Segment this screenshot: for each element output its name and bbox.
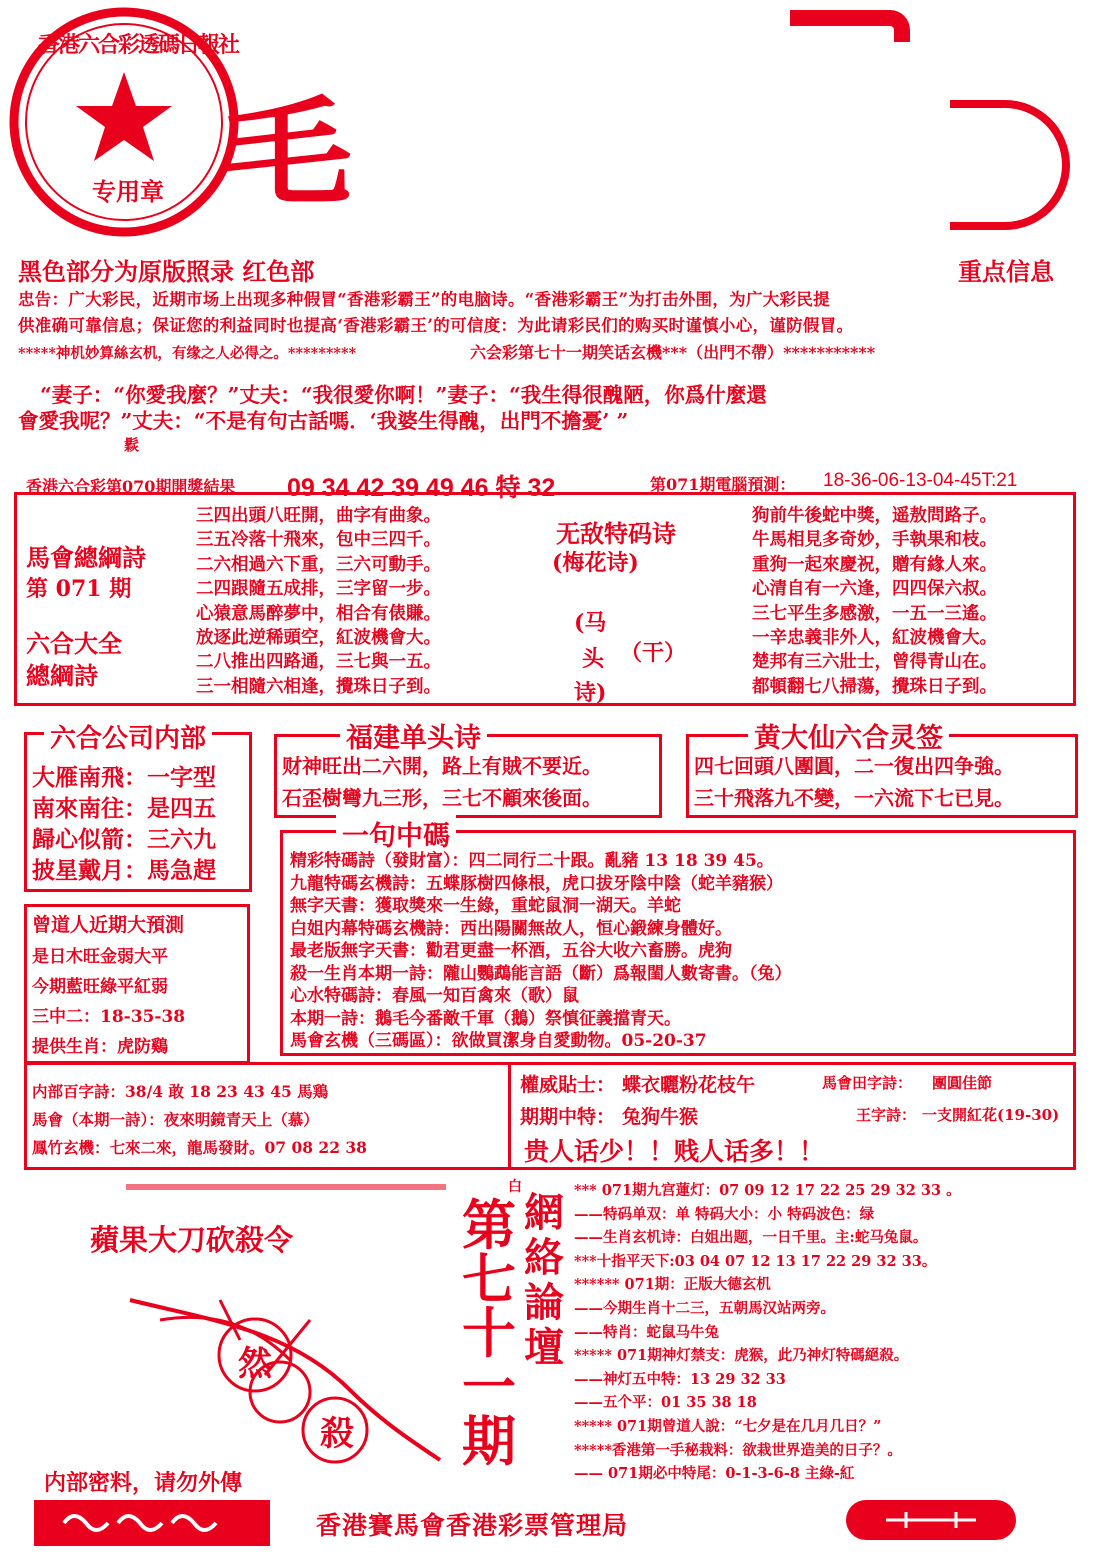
stray-mark: 鬏 <box>124 436 140 454</box>
daoren-line: 今期藍旺綠平紅弱 <box>32 977 168 997</box>
results-prediction: 18-36-06-13-04-45T:21 <box>823 470 1018 491</box>
masthead-top-mark <box>790 10 910 42</box>
authority-text: 蝶衣曬粉花枝午 <box>622 1074 756 1096</box>
poem-col1 <box>196 504 441 699</box>
footer-right-ornament <box>846 1500 1016 1540</box>
poem-col2 <box>752 504 997 699</box>
forum-vertical-right: 網絡論壇 <box>524 1189 564 1371</box>
fujian-box-title: 福建单头诗 <box>340 716 487 755</box>
knife-text2: 殺 <box>320 1414 354 1454</box>
results-numbers: 09 34 42 39 49 46 特 32 <box>287 474 556 502</box>
phrase-line: 馬會玄機（三碼區）：欲做買潔身自愛動物。05-20-37 <box>290 1031 707 1051</box>
field-label: 馬會田字詩： <box>822 1074 913 1092</box>
phrase-line: 無字天書：獲取獎來一生綠，重蛇鼠洞一湖天。羊蛇 <box>290 896 681 916</box>
poem-col1-line: 心猿意馬醉夢中，相合有俵賺。 <box>196 603 441 624</box>
forum-lines <box>574 1179 961 1486</box>
daoren-line: 是日木旺金弱大平 <box>32 947 168 967</box>
internal-line: 内部百字詩：38/4 敢 18 23 43 45 馬鶏 <box>32 1082 329 1101</box>
forum-vertical-left: 第七十一期 <box>462 1193 516 1473</box>
poem-col1-line: 三一相隨六相逢，攪珠日子到。 <box>196 676 441 697</box>
king-label: 王字詩： <box>856 1106 917 1124</box>
footer-center-text: 香港賽馬會香港彩票管理局 <box>316 1511 629 1540</box>
wong-line: 四七回頭八團圓，二一復出四争強。 <box>694 754 1014 778</box>
forum-line: ——特码单双：单 特码大小：小 特码波色：绿 <box>574 1205 875 1223</box>
internal-line: 鳳竹玄機：七來二來，龍馬發財。07 08 22 38 <box>32 1138 367 1157</box>
forum-line: ****** 071期：正版大德玄机 <box>574 1276 771 1294</box>
fujian-box-lines <box>282 750 602 814</box>
poem-col2-line: 心清自有一六逢，四四保六叔。 <box>752 579 997 600</box>
internal-divider <box>508 1062 511 1170</box>
poem-col1-line: 放逐此逆稀頭空，紅波機會大。 <box>196 628 441 649</box>
fujian-line: 财神旺出二六開，路上有賊不要近。 <box>282 754 602 778</box>
poem-mid-vertical2: 头 <box>582 646 605 672</box>
phrase-line: 最老版無字天書：勸君更盡一杯酒，五谷大收六畜勝。虎狗 <box>290 941 732 961</box>
phrase-line: 殺一生肖本期一詩：隴山鸚鵡能言語（斷）爲報閨人數寄書。（兔） <box>290 963 792 984</box>
phrase-line: 精彩特碼詩（發財富）：四二同行二十跟。亂豬 13 18 39 45。 <box>290 851 774 871</box>
star-icon <box>76 72 172 161</box>
forum-line: ——特肖：蛇鼠马牛兔 <box>574 1323 719 1341</box>
apple-headline: 蘋果大刀砍殺令 <box>90 1223 294 1257</box>
company-box-lines <box>32 762 216 886</box>
poem-col1-line: 三四出頭八旺開，曲字有曲象。 <box>196 506 441 526</box>
wong-box-lines <box>694 750 1014 814</box>
forum-line: ——生肖玄机诗：白姐出题，一日千里。主:蛇马兔鼠。 <box>574 1229 928 1247</box>
poem-col2-line: 重狗一起來慶祝，贈有緣人來。 <box>752 554 997 575</box>
results-right-label: 第071期電腦預測： <box>650 475 796 494</box>
header-banner-right: 六会彩第七十一期笑话玄機***（出門不帶）*********** <box>470 343 876 362</box>
poem-mid-vertical1: (马 <box>574 610 607 636</box>
wong-box-title: 黄大仙六合灵签 <box>748 716 949 755</box>
poem-left-title3: 六合大全 <box>26 629 122 658</box>
scroll-pattern-icon <box>846 1500 1016 1540</box>
slogan: 贵人话少！！贱人话多！！ <box>524 1137 825 1166</box>
secret-note: 内部密料，请勿外傳 <box>44 1470 243 1496</box>
phrase-line: 心水特碼詩：春風一知百禽來（歌）鼠 <box>290 986 579 1006</box>
poem-col1-line: 二八推出四路通，三七與一五。 <box>196 652 441 673</box>
authority-label: 權威貼士： <box>520 1074 616 1096</box>
poem-col2-line: 牛馬相見多奇妙，手執果和枝。 <box>752 530 997 551</box>
poem-mid-vertical3: 诗) <box>574 680 607 706</box>
header-banner-left: *****神机妙算絲玄机，有缘之人必得之。********* <box>18 345 357 362</box>
poem-mid-gan: （干） <box>620 640 687 666</box>
forum-corner-char: 白 <box>508 1179 522 1195</box>
field-text: 團圓佳節 <box>932 1074 993 1092</box>
forum-line: *** 071期九宫蓮灯：07 09 12 17 22 25 29 32 33 。 <box>574 1182 961 1199</box>
forum-line: ——神灯五中特：13 29 32 33 <box>574 1370 786 1388</box>
header-line1-left: 黑色部分为原版照录 红色部 <box>18 258 315 286</box>
forum-line: ***** 071期曾道人說：“七夕是在几月几日？” <box>574 1417 882 1435</box>
poem-col2-line: 一辛忠義非外人，紅波機會大。 <box>752 628 997 649</box>
daoren-line: 提供生肖：虎防鷄 <box>32 1037 168 1057</box>
daoren-box-lines <box>32 942 185 1062</box>
poem-col1-line: 二六相過六下重，三六可動手。 <box>196 554 441 575</box>
daoren-line: 三中二：18-35-38 <box>32 1007 186 1027</box>
phrase-line: 白姐内幕特碼玄機詩：西出陽關無故人，恒心鍛練身體好。 <box>290 918 732 939</box>
seal-bottom-text: 专用章 <box>92 178 164 206</box>
joke-line2: 會愛我呢？”丈夫：“不是有句古話嗎．‘我婆生得醜，出門不擔憂’ ” <box>18 409 629 433</box>
header-notice-line1: 忠告：广大彩民，近期市场上出现多种假冒“香港彩霸王”的电脑诗。“香港彩霸王”为打击外围，为广大彩民提 <box>18 290 830 309</box>
poem-left-title1: 馬會總綱詩 <box>26 543 146 572</box>
joke-line1: “妻子：“你愛我麼？”丈夫：“我很愛你啊！”妻子：“我生得很醜陋，你爲什麼還 <box>40 383 767 407</box>
forum-line: ***** 071期神灯禁支：虎猴，此乃神灯特碼絕殺。 <box>574 1347 909 1365</box>
header-notice-line2: 供准确可靠信息；保证您的利益同时也提高‘香港彩霸王’的可信度：为此请彩民们的购买时谨慎小心，谨防假冒。 <box>18 316 854 335</box>
company-box-title: 六合公司内部 <box>44 718 212 755</box>
forum-line: *****香港第一手秘栽料：欲栽世界造美的日子？。 <box>574 1441 902 1459</box>
forum-line: ——今期生肖十二三，五朝馬汉站两旁。 <box>574 1299 835 1317</box>
right-seal-fragment <box>950 100 1070 230</box>
footer-left-ornament <box>34 1500 270 1546</box>
forum-line: ***十指平天下:03 04 07 12 13 17 22 29 32 33。 <box>574 1252 937 1270</box>
phrase-line: 九龍特碼玄機詩：五蝶豚樹四條根，虎口拔牙陰中陰（蛇羊豬猴） <box>290 873 783 894</box>
poem-left-title4: 總綱詩 <box>26 661 98 690</box>
phrase-line: 本期一詩：鵝毛今番敵千軍（鵝）祭慎征義擋青天。 <box>290 1008 681 1029</box>
middle-label: 期期中特： <box>520 1106 616 1128</box>
internal-line: 馬會（本期一詩）：夜來明鏡青天上（慕） <box>32 1110 319 1129</box>
company-line: 南來南往：是四五 <box>32 795 216 822</box>
poem-mid-subtitle: (梅花诗) <box>552 550 639 576</box>
official-seal <box>8 6 240 238</box>
poem-col2-line: 都頓翻七八掃蕩，攪珠日子到。 <box>752 676 997 697</box>
company-line: 大雁南飛：一字型 <box>32 764 216 791</box>
cloud-pattern-icon <box>34 1500 270 1546</box>
header-line1-right: 重点信息 <box>958 258 1054 286</box>
knife-illustration <box>90 1280 460 1470</box>
middle-text: 兔狗牛猴 <box>622 1106 699 1128</box>
poem-mid-title: 无敌特码诗 <box>556 519 676 548</box>
poem-col2-line: 狗前牛後蛇中獎，遥敖問路子。 <box>752 506 997 526</box>
internal-box-lines <box>32 1078 367 1162</box>
bottom-left-top-rule <box>126 1184 446 1190</box>
results-left-label: 香港六合彩第070期開獎結果 <box>26 477 236 496</box>
wong-line: 三十飛落九不變，一六流下七已見。 <box>694 786 1014 810</box>
phrase-box-title: 一句中碼 <box>336 814 456 853</box>
masthead-fragment: 毛 <box>222 83 352 222</box>
poem-col2-line: 三七平生多感激，一五一三遙。 <box>752 603 997 624</box>
seal-arc-text: 香港六合彩透碼日報社 <box>38 32 239 58</box>
poem-col1-line: 三五冷落十飛來，包中三四千。 <box>196 530 441 551</box>
knife-text1: 然 <box>238 1344 272 1384</box>
daoren-box-title: 曾道人近期大預測 <box>32 914 185 936</box>
king-text: 一支開紅花(19-30) <box>922 1106 1060 1124</box>
forum-line: —— 071期必中特尾：0-1-3-6-8 主綠-紅 <box>574 1465 855 1483</box>
poem-left-title2: 第 071 期 <box>26 576 132 602</box>
company-line: 披星戴月：馬急趕 <box>32 857 216 884</box>
fujian-line: 石歪樹彎九三形，三七不顧來後面。 <box>282 786 602 810</box>
poem-col1-line: 二四跟隨五成排，三字留一步。 <box>196 579 441 600</box>
poem-col2-line: 楚邦有三六壯士，曾得青山在。 <box>752 652 997 673</box>
forum-line: ——五个平：01 35 38 18 <box>574 1394 757 1412</box>
phrase-box-lines <box>290 850 792 1053</box>
company-line: 歸心似箭：三六九 <box>32 826 216 853</box>
